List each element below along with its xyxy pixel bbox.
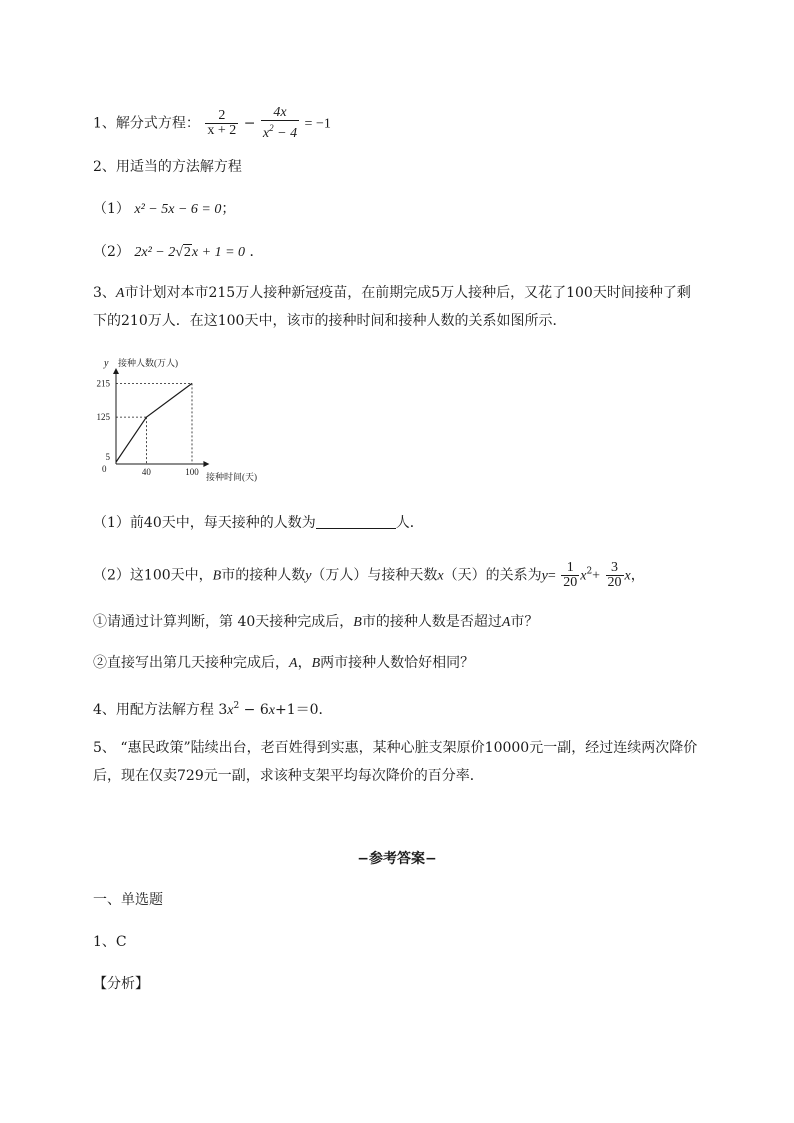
origin-label: 0 bbox=[102, 464, 107, 474]
answers-item-1: 1、C bbox=[93, 934, 127, 950]
y-axis-arrow-icon bbox=[113, 368, 119, 374]
q3-sub2-city-b: B bbox=[212, 568, 222, 584]
question-1 bbox=[93, 106, 331, 141]
q1-fraction-2 bbox=[261, 106, 299, 141]
q3-sub2-text-d: （天）的关系为 bbox=[443, 567, 542, 584]
q3-eq-x2-exp: 2 bbox=[586, 566, 593, 577]
question-3-line-1 bbox=[93, 283, 691, 304]
sqrt-symbol-icon: √ bbox=[175, 245, 183, 260]
q3-fraction-1 bbox=[561, 561, 579, 590]
question-3-sub-2 bbox=[93, 561, 645, 590]
q3-sub2-var-x: x bbox=[437, 568, 444, 584]
q3-frac2-den: 20 bbox=[607, 575, 622, 590]
q4-text-a: 4、用配方法解方程 3 bbox=[93, 702, 228, 718]
q3-sub2-text-a: （2）这100天中， bbox=[93, 567, 213, 584]
question-2-title: 2、用适当的方法解方程 bbox=[93, 159, 242, 175]
q3-sub2-var-y: y bbox=[305, 568, 312, 584]
y-tick-label: 5 bbox=[105, 452, 110, 463]
chart-layer bbox=[97, 357, 258, 482]
q4-var-x: x bbox=[227, 703, 234, 718]
q3-circ1-text-c: 市？ bbox=[510, 614, 539, 630]
q4-text-b: − 6 bbox=[239, 702, 269, 718]
question-5-line-2: 后，现在仅卖729元一副，求该种支架平均每次降价的百分率． bbox=[93, 768, 484, 784]
series-line bbox=[116, 383, 192, 462]
q3-frac2-num: 3 bbox=[606, 561, 624, 576]
q1-frac2-den-exp: 2 bbox=[269, 123, 274, 133]
answer-blank bbox=[316, 514, 396, 529]
q3-eq-sign: = bbox=[547, 568, 556, 584]
q4-exp: 2 bbox=[233, 701, 240, 711]
y-tick-label: 125 bbox=[96, 412, 110, 423]
q4-text-c: +1＝0． bbox=[274, 702, 333, 718]
x-axis-arrow-icon bbox=[203, 461, 209, 467]
q1-minus: − bbox=[243, 115, 256, 132]
answers-title: −参考答案− bbox=[357, 851, 437, 867]
q3-eq-plus: + bbox=[592, 568, 601, 584]
q4-var-x2: x bbox=[268, 703, 275, 718]
answers-analysis: 【分析】 bbox=[93, 976, 149, 992]
answers-section: 一、单选题 bbox=[93, 892, 163, 908]
question-3-line-2: 下的210万人．在这100天中，该市的接种时间和接种人数的关系如图所示． bbox=[93, 313, 567, 329]
y-tick-label: 215 bbox=[96, 378, 110, 389]
q3-sub2-text-b: 市的接种人数 bbox=[221, 567, 306, 584]
q3-frac1-den: 20 bbox=[563, 575, 578, 590]
q3-circ2-text-a: ②直接写出第几天接种完成后， bbox=[93, 655, 289, 671]
q3-frac1-num: 1 bbox=[561, 561, 579, 576]
y-axis-var: y bbox=[104, 358, 109, 369]
question-3-circ-2 bbox=[93, 653, 474, 674]
q2-p2-sqrt: 2 bbox=[183, 245, 191, 260]
q2-p2-eq-a: 2x² − 2 bbox=[134, 245, 176, 260]
q1-frac1-num: 2 bbox=[205, 109, 238, 124]
q3-circ1-text-b: 市的接种人数是否超过 bbox=[361, 614, 502, 630]
q3-sub1-end: 人． bbox=[395, 515, 424, 531]
q1-frac1-den: x + 2 bbox=[207, 123, 237, 138]
question-3-circ-1 bbox=[93, 612, 538, 633]
q1-frac2-den-rest: − 4 bbox=[273, 126, 298, 141]
q3-line1-text: 市计划对本市215万人接种新冠疫苗，在前期完成5万人接种后，又花了100天时间接种了剩 bbox=[124, 285, 691, 301]
question-5-line-1: 5、 “惠民政策”陆续出台，老百姓得到实惠，某种心脏支架原价10000元一副，经过连续两次降价 bbox=[93, 740, 698, 756]
y-axis-label: 接种人数(万人) bbox=[118, 358, 178, 368]
q3-circ1-city-b: B bbox=[353, 615, 362, 630]
q3-circ2-city-a: A bbox=[289, 656, 298, 671]
q2-p1-end: ； bbox=[221, 201, 236, 217]
q3-circ1-text-a: ①请通过计算判断，第 40天接种完成后， bbox=[93, 614, 354, 630]
q3-circ1-city-a: A bbox=[501, 615, 511, 630]
q3-fraction-2 bbox=[606, 561, 624, 590]
q3-sub1-text: （1）前40天中，每天接种的人数为 bbox=[93, 515, 316, 531]
q2-p1-equation: x² − 5x − 6 = 0 bbox=[134, 202, 222, 217]
q3-eq-x2: x bbox=[580, 568, 587, 584]
q2-p1-label: （1） bbox=[93, 201, 130, 217]
q2-p2-end: ． bbox=[249, 244, 264, 260]
q3-circ2-text-b: 两市接种人数恰好相同？ bbox=[320, 655, 475, 671]
q3-eq-y: y bbox=[541, 568, 548, 584]
q1-frac2-den bbox=[261, 121, 299, 141]
q3-sub2-text-c: （万人）与接种天数 bbox=[311, 567, 438, 584]
q2-p2-eq-b: x + 1 = 0 bbox=[191, 245, 246, 260]
q3-circ2-city-b: B bbox=[311, 656, 321, 671]
q1-frac2-den-base: x bbox=[262, 126, 270, 141]
question-2-part-2 bbox=[93, 242, 263, 263]
question-3-sub-1 bbox=[93, 513, 424, 533]
x-tick-label: 40 bbox=[141, 467, 151, 477]
q3-city-a: A bbox=[115, 286, 125, 301]
q1-fraction-1 bbox=[205, 109, 238, 138]
q1-rhs: = −1 bbox=[304, 116, 331, 132]
q3-number: 3、 bbox=[93, 285, 116, 301]
q1-prefix: 1、解分式方程： bbox=[93, 115, 200, 132]
question-4 bbox=[93, 696, 333, 721]
q2-p2-label: （2） bbox=[93, 244, 130, 260]
q3-eq-x1: x bbox=[624, 568, 631, 584]
x-tick-label: 100 bbox=[185, 467, 199, 477]
question-2-part-1 bbox=[93, 199, 235, 220]
x-axis-label: 接种时间(天) bbox=[206, 472, 257, 482]
q1-frac2-num: 4x bbox=[261, 106, 299, 121]
q3-sub2-end: ， bbox=[630, 567, 645, 584]
q3-circ2-sep: ， bbox=[297, 655, 312, 671]
vaccination-chart bbox=[96, 352, 266, 487]
